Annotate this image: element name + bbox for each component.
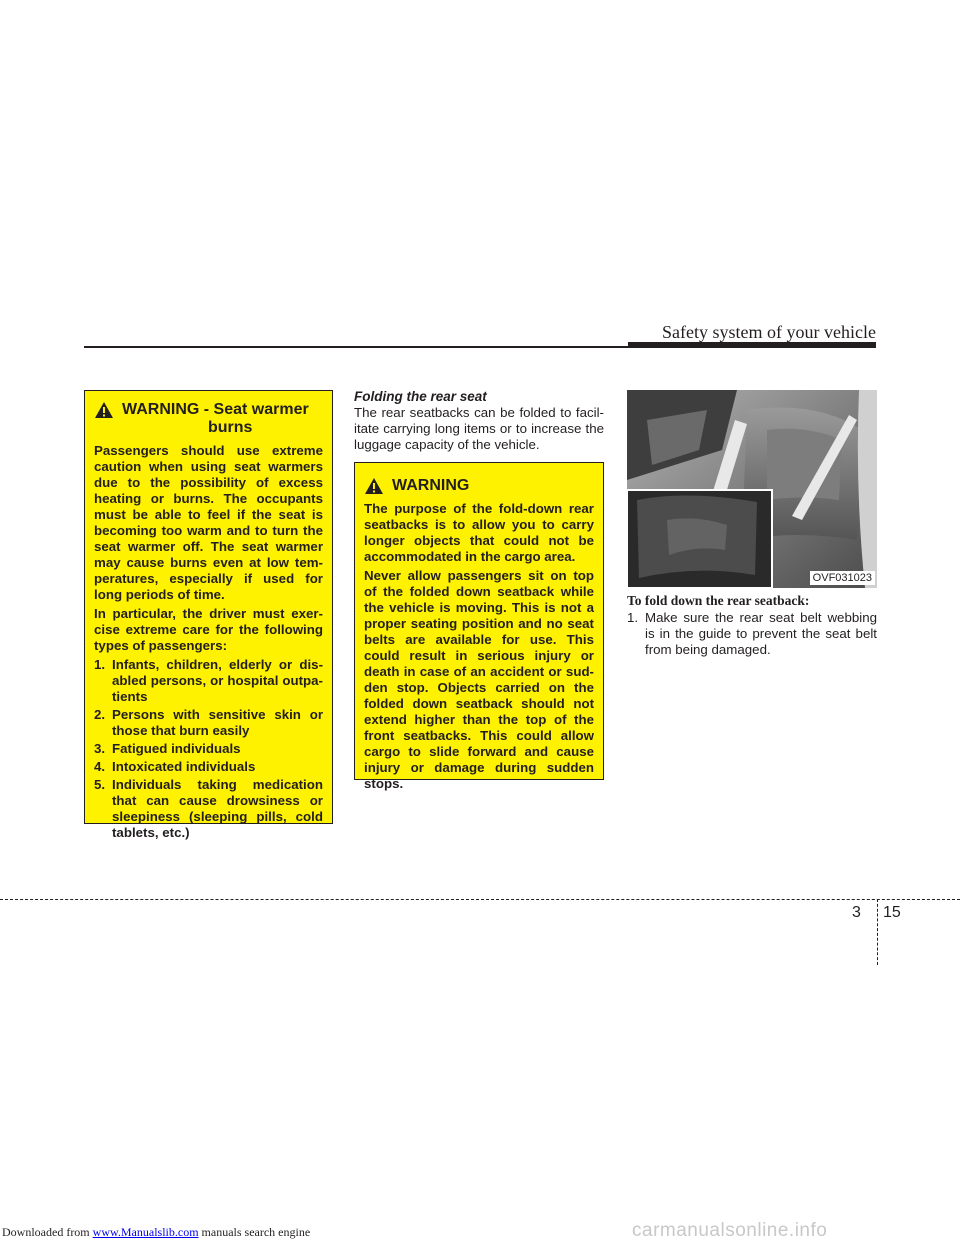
list-text: Individuals taking medication that can cause drowsiness or sleepiness (sleeping pills, cold tablets, etc.)	[112, 777, 323, 840]
warning-triangle-icon	[94, 401, 114, 419]
list-item	[94, 657, 323, 705]
footer-divider	[0, 899, 960, 900]
download-suffix: manuals search engine	[198, 1225, 311, 1239]
warning-title: WARNING - Seat warmer	[122, 401, 309, 418]
list-item	[94, 759, 323, 775]
fold-down-heading: To fold down the rear seatback:	[627, 593, 810, 608]
warning-triangle-icon	[364, 477, 384, 495]
step-number: 1.	[627, 610, 639, 625]
photo-code-label: OVF031023	[810, 571, 875, 585]
rear-seat-photo	[627, 390, 877, 588]
warning-heading	[94, 401, 323, 437]
rear-seat-illustration	[627, 390, 877, 588]
list-text: Intoxicated individuals	[112, 759, 256, 774]
list-item	[94, 741, 323, 757]
instruction-step	[627, 610, 877, 658]
chapter-number: 3	[852, 904, 861, 921]
page-header-title: Safety system of your vehicle	[662, 322, 876, 342]
list-number: 4.	[94, 759, 106, 774]
list-number: 1.	[94, 657, 106, 672]
list-item	[94, 707, 323, 739]
list-text: Fatigued individuals	[112, 741, 241, 756]
warning-paragraph: Passengers should use extreme caution when using seat warmers due to the possibility of excess heating or burns. The occupants must be able to feel if the seat is becoming too warm and to turn the seat warmer off. The seat warmer may cause burns even at low tem-peratures, especially if used for long periods of time.	[94, 443, 323, 602]
list-number: 3.	[94, 741, 106, 756]
list-number: 2.	[94, 707, 106, 722]
list-text: Persons with sensitive skin or those that burn easily	[112, 707, 323, 738]
warning-box-fold	[354, 462, 604, 791]
warning-paragraph: Never allow passengers sit on top of the folded down seatback while the vehicle is moving. This is not a proper seating position and no seat belts are available for use. This could result in serious injury or death in case of an accident or sud-den stop. Objects carried on the folded down seatback should not extend higher than the top of the front seatbacks. This could allow cargo to slide forward and cause injury or damage during sudden stops.	[364, 568, 594, 791]
watermark: carmanualsonline.info	[632, 1220, 828, 1241]
step-text: Make sure the rear seat belt webbing is in the guide to prevent the seat belt from being damaged.	[645, 610, 877, 657]
header-bar	[628, 342, 876, 348]
list-number: 5.	[94, 777, 106, 792]
download-line	[2, 1225, 310, 1240]
warning-title-continued: burns	[208, 419, 253, 436]
manualslib-link[interactable]: www.Manualslib.com	[92, 1225, 199, 1239]
warning-box-seat-warmer	[84, 390, 333, 840]
warning-paragraph: In particular, the driver must exer-cise extreme care for the following types of passengers:	[94, 606, 323, 653]
list-text: Infants, children, elderly or dis-abled persons, or hospital outpa-tients	[112, 657, 323, 704]
section-title: Folding the rear seat	[354, 389, 487, 404]
download-prefix: Downloaded from	[2, 1225, 93, 1239]
warning-title: WARNING	[392, 477, 470, 494]
warning-heading	[364, 477, 594, 495]
list-item	[94, 777, 323, 841]
intro-text: The rear seatbacks can be folded to facil-itate carrying long items or to increase the luggage capacity of the vehicle.	[354, 405, 604, 452]
page-number: 15	[883, 904, 901, 921]
footer-vertical-divider	[877, 899, 878, 965]
warning-paragraph: The purpose of the fold-down rear seatbacks is to allow you to carry longer objects that could not be accommodated in the cargo area.	[364, 501, 594, 564]
